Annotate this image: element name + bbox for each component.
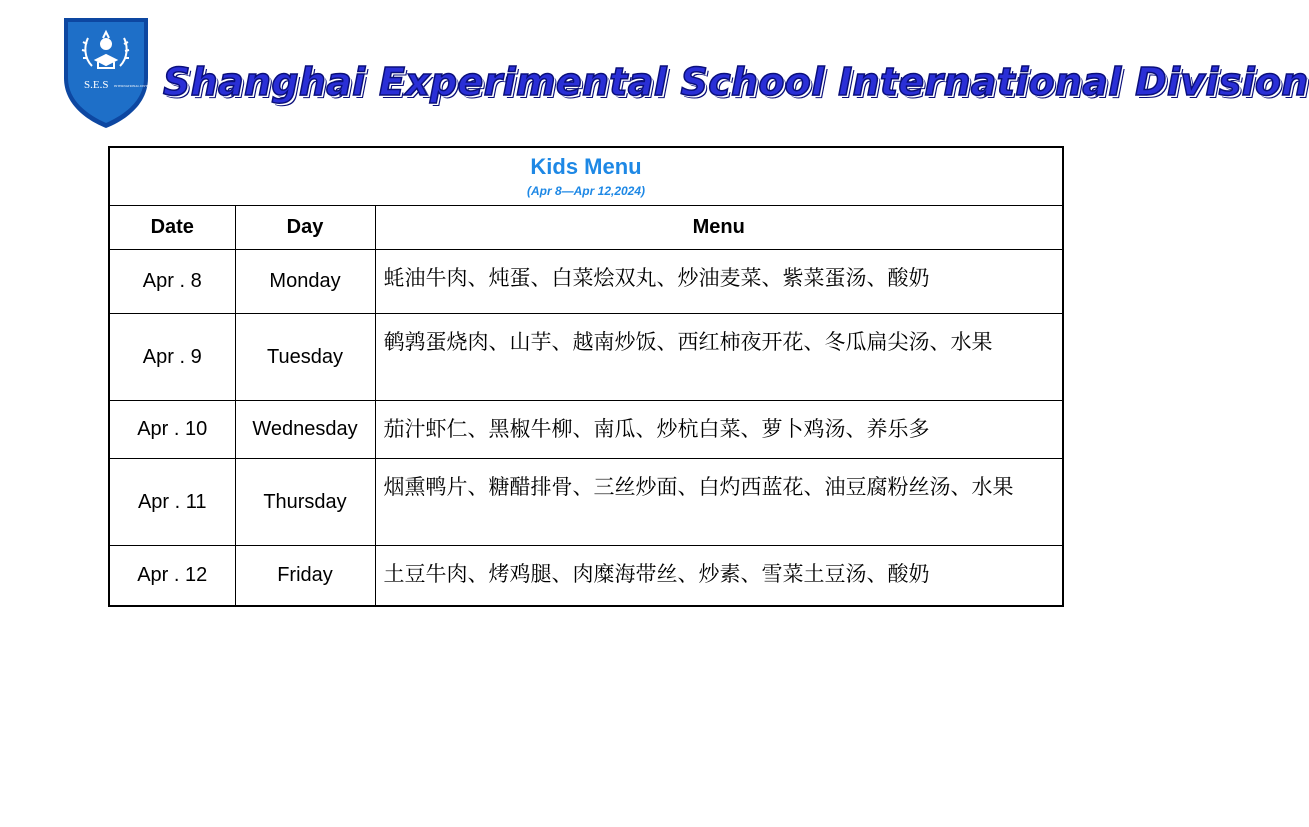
day-cell: Tuesday	[235, 314, 375, 401]
menu-cell: 烟熏鸭片、糖醋排骨、三丝炒面、白灼西蓝花、油豆腐粉丝汤、水果	[375, 459, 1063, 546]
school-logo	[62, 16, 155, 130]
menu-title: Kids Menu	[530, 154, 642, 179]
menu-cell: 鹌鹑蛋烧肉、山芋、越南炒饭、西红柿夜开花、冬瓜扁尖汤、水果	[375, 314, 1063, 401]
date-cell: Apr . 9	[109, 314, 235, 401]
date-cell: Apr . 12	[109, 546, 235, 606]
date-cell: Apr . 10	[109, 401, 235, 459]
day-cell: Wednesday	[235, 401, 375, 459]
column-header-date: Date	[109, 206, 235, 250]
column-header-menu: Menu	[375, 206, 1063, 250]
table-row	[109, 459, 1063, 546]
table-header-row	[109, 206, 1063, 250]
logo-division-text: INTERNATIONAL DIVISION	[114, 84, 155, 88]
day-cell: Friday	[235, 546, 375, 606]
menu-cell: 蚝油牛肉、炖蛋、白菜烩双丸、炒油麦菜、紫菜蛋汤、酸奶	[375, 250, 1063, 314]
menu-title-cell	[109, 147, 1063, 206]
menu-cell: 茄汁虾仁、黑椒牛柳、南瓜、炒杭白菜、萝卜鸡汤、养乐多	[375, 401, 1063, 459]
logo-initials: S.E.S	[84, 79, 109, 91]
table-row	[109, 546, 1063, 606]
school-name: Shanghai Experimental School International Division	[163, 60, 1309, 104]
menu-date-range: (Apr 8—Apr 12,2024)	[526, 184, 646, 198]
column-header-day: Day	[235, 206, 375, 250]
date-cell: Apr . 8	[109, 250, 235, 314]
menu-cell: 土豆牛肉、烤鸡腿、肉糜海带丝、炒素、雪菜土豆汤、酸奶	[375, 546, 1063, 606]
table-row	[109, 314, 1063, 401]
date-cell: Apr . 11	[109, 459, 235, 546]
day-cell: Thursday	[235, 459, 375, 546]
table-row	[109, 401, 1063, 459]
menu-table	[108, 146, 1064, 607]
table-row	[109, 250, 1063, 314]
day-cell: Monday	[235, 250, 375, 314]
